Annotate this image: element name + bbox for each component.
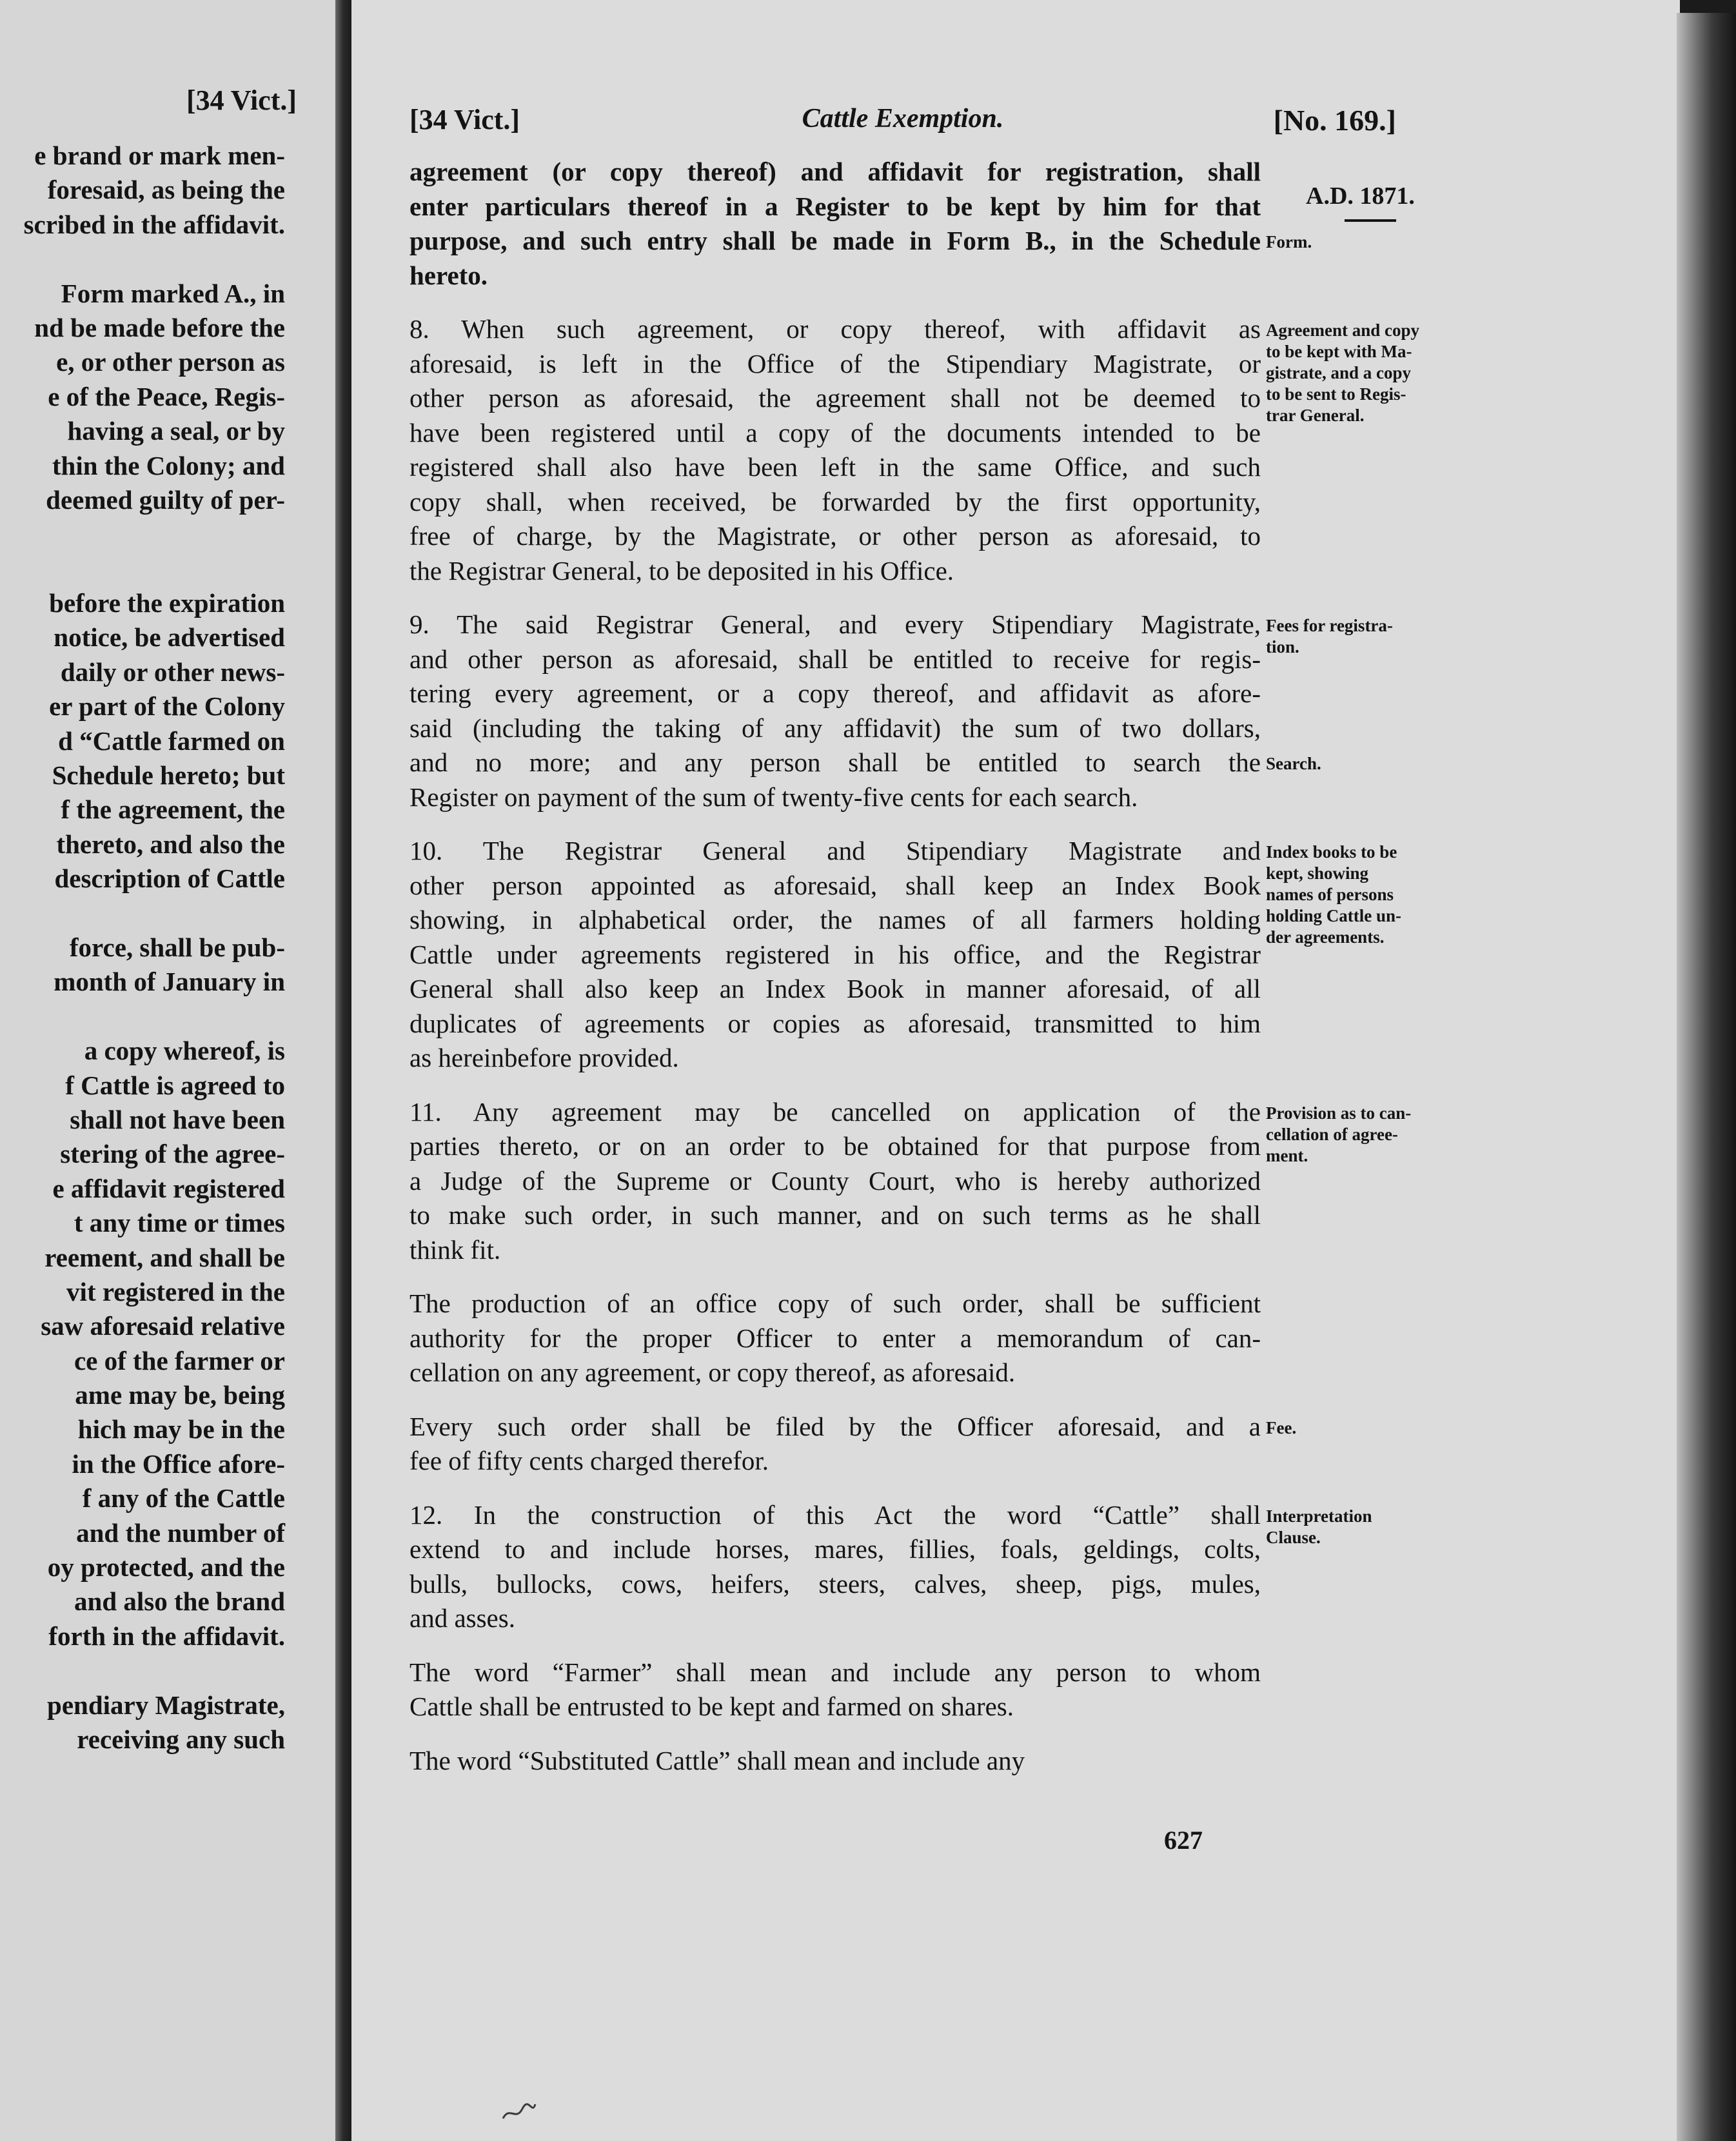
margin-note-line: Agreement and copy: [1266, 321, 1419, 340]
act-paragraph: [409, 1498, 1261, 1636]
paragraph-line: The production of an office copy of such order, shall be sufficient: [409, 1288, 1261, 1318]
left-page-line: Form marked A., in: [61, 278, 285, 308]
paragraph-line: 9. The said Registrar General, and every Stipendiary Magistrate,: [409, 609, 1261, 639]
header-act-number: [No. 169.]: [1273, 104, 1396, 137]
margin-note-line: Clause.: [1266, 1528, 1321, 1547]
margin-note-line: names of persons: [1266, 885, 1394, 904]
paragraph-line: 12. In the construction of this Act the word “Cattle” shall: [409, 1499, 1261, 1530]
left-page-line: and the number of: [76, 1517, 285, 1548]
margin-note: [1266, 753, 1459, 775]
paragraph-line: as hereinbefore provided.: [409, 1043, 679, 1072]
left-page-line: having a seal, or by: [67, 416, 285, 446]
margin-note: [1266, 842, 1459, 948]
margin-note: [1266, 1103, 1459, 1167]
margin-note-line: der agreements.: [1266, 927, 1385, 947]
paragraph-line: aforesaid, is left in the Office of the Stipendiary Magistrate, or: [409, 348, 1261, 379]
act-paragraph: [409, 155, 1261, 293]
left-page-line: scribed in the affidavit.: [23, 209, 285, 239]
margin-note-line: Provision as to can-: [1266, 1103, 1412, 1123]
paragraph-line: copy shall, when received, be forwarded by the first opportunity,: [409, 486, 1261, 517]
act-paragraph: [409, 607, 1261, 814]
paragraph-line: said (including the taking of any affidavit) the sum of two dollars,: [409, 713, 1261, 743]
left-page-line: [0, 1653, 285, 1688]
paragraph-line: 11. Any agreement may be cancelled on application of the: [409, 1096, 1261, 1127]
margin-note-line: to be sent to Regis-: [1266, 384, 1406, 404]
paragraph-line: hereto.: [409, 260, 488, 290]
left-page-line: f the agreement, the: [61, 794, 285, 825]
paragraph-line: authority for the proper Officer to enter a memorandum of can-: [409, 1323, 1261, 1353]
page-edge-shadow: [1677, 13, 1736, 2141]
margin-note-line: tion.: [1266, 637, 1299, 656]
paragraph-line: and asses.: [409, 1603, 515, 1633]
paragraph-line: free of charge, by the Magistrate, or other person as aforesaid, to: [409, 521, 1261, 551]
margin-note-line: kept, showing: [1266, 863, 1369, 883]
margin-note-line: cellation of agree-: [1266, 1125, 1398, 1144]
act-paragraph: [409, 1287, 1261, 1390]
left-page-line: notice, be advertised: [54, 622, 285, 653]
paragraph-line: Register on payment of the sum of twenty-five cents for each search.: [409, 782, 1138, 812]
ink-mark-icon: [500, 2099, 538, 2125]
margin-note: [1266, 232, 1459, 253]
margin-note-line: Index books to be: [1266, 842, 1397, 862]
left-page-line: a copy whereof, is: [84, 1036, 285, 1066]
paragraph-line: have been registered until a copy of the documents intended to be: [409, 417, 1261, 448]
left-page-line: hich may be in the: [77, 1414, 285, 1445]
left-page-line: e affidavit registered: [52, 1173, 285, 1203]
left-page-line: receiving any such: [77, 1724, 285, 1754]
paragraph-line: extend to and include horses, mares, fillies, foals, geldings, colts,: [409, 1534, 1261, 1564]
margin-note-line: holding Cattle un-: [1266, 906, 1402, 925]
left-page-line: [0, 896, 285, 931]
paragraph-line: the Registrar General, to be deposited in his Office.: [409, 555, 954, 586]
left-page-line: nd be made before the: [34, 312, 285, 342]
margin-note: [1266, 1417, 1459, 1439]
act-paragraph: [409, 1744, 1261, 1779]
left-page-line: pendiary Magistrate,: [47, 1690, 285, 1720]
margin-note-line: Interpretation: [1266, 1506, 1372, 1526]
paragraph-line: and other person as aforesaid, shall be entitled to receive for regis-: [409, 644, 1261, 674]
paragraph-line: and no more; and any person shall be entitled to search the: [409, 747, 1261, 777]
margin-note-line: Search.: [1266, 754, 1321, 773]
paragraph-line: a Judge of the Supreme or County Court, who is hereby authorized: [409, 1165, 1261, 1196]
left-page-line: deemed guilty of per-: [46, 484, 285, 515]
header-title: Cattle Exemption.: [802, 104, 1004, 133]
left-page-line: e of the Peace, Regis-: [48, 381, 285, 411]
paragraph-line: Every such order shall be filed by the Officer aforesaid, and a: [409, 1411, 1261, 1441]
left-page-line: ce of the farmer or: [74, 1345, 285, 1376]
year-rule-divider: [1345, 219, 1396, 222]
paragraph-line: other person appointed as aforesaid, shall keep an Index Book: [409, 870, 1261, 900]
paragraph-line: The word “Substituted Cattle” shall mean and include any: [409, 1745, 1025, 1775]
left-page-line: and also the brand: [74, 1586, 285, 1617]
left-page-line: forth in the affidavit.: [48, 1621, 285, 1651]
left-page-line: [0, 517, 285, 551]
margin-note-line: Fee.: [1266, 1418, 1297, 1437]
left-page-line: description of Cattle: [54, 863, 285, 894]
paragraph-line: The word “Farmer” shall mean and include any person to whom: [409, 1657, 1261, 1687]
left-page-line: e brand or mark men-: [34, 141, 285, 170]
left-page-line: shall not have been: [70, 1104, 285, 1134]
margin-note-line: to be kept with Ma-: [1266, 342, 1412, 361]
act-paragraph: [409, 1410, 1261, 1479]
paragraph-line: General shall also keep an Index Book in manner aforesaid, of all: [409, 974, 1261, 1003]
left-page-header: [34 Vict.]: [186, 84, 297, 116]
left-page-line: thin the Colony; and: [52, 450, 285, 480]
page-number: 627: [1164, 1826, 1203, 1855]
paragraph-line: registered shall also have been left in the same Office, and such: [409, 452, 1261, 482]
left-page-line: [0, 552, 285, 586]
left-page-line: before the expiration: [49, 588, 285, 618]
paragraph-line: Cattle shall be entrusted to be kept and farmed on shares.: [409, 1692, 1014, 1721]
year-margin-note: A.D. 1871.: [1306, 183, 1415, 210]
left-page-line: t any time or times: [74, 1208, 285, 1238]
paragraph-line: agreement (or copy thereof) and affidavit for registration, shall: [409, 157, 1261, 186]
left-page-line: month of January in: [54, 967, 285, 997]
margin-note-line: trar General.: [1266, 406, 1365, 425]
paragraph-line: showing, in alphabetical order, the names of all farmers holding: [409, 905, 1261, 934]
paragraph-line: tering every agreement, or a copy thereof, and affidavit as afore-: [409, 678, 1261, 708]
paragraph-line: cellation on any agreement, or copy thereof, as aforesaid.: [409, 1357, 1016, 1387]
paragraph-line: other person as aforesaid, the agreement shall not be deemed to: [409, 383, 1261, 413]
margin-note: [1266, 1506, 1459, 1548]
paragraph-line: parties thereto, or on an order to be obtained for that purpose from: [409, 1131, 1261, 1161]
paragraph-line: fee of fifty cents charged therefor.: [409, 1446, 769, 1475]
margin-note-line: ment.: [1266, 1146, 1308, 1165]
left-page-text: [0, 139, 285, 1757]
paragraph-line: 8. When such agreement, or copy thereof, with affidavit as: [409, 314, 1261, 344]
margin-note-line: Fees for registra-: [1266, 616, 1393, 635]
act-paragraph: [409, 834, 1261, 1076]
header-session: [34 Vict.]: [409, 104, 520, 135]
left-page-line: [0, 242, 285, 276]
left-page-line: stering of the agree-: [60, 1139, 285, 1169]
left-page-line: f any of the Cattle: [82, 1483, 285, 1514]
margin-note-line: gistrate, and a copy: [1266, 363, 1411, 382]
margin-note-line: Form.: [1266, 232, 1312, 252]
paragraph-line: bulls, bullocks, cows, heifers, steers, calves, sheep, pigs, mules,: [409, 1568, 1261, 1599]
margin-note: [1266, 615, 1459, 658]
paragraph-line: 10. The Registrar General and Stipendiary Magistrate and: [409, 836, 1261, 865]
act-paragraph: [409, 1655, 1261, 1724]
paragraph-line: enter particulars thereof in a Register to be kept by him for that: [409, 191, 1261, 221]
running-header: [409, 103, 1396, 142]
left-page-line: in the Office afore-: [72, 1448, 285, 1479]
left-page-line: [0, 1000, 285, 1034]
left-page-line: d “Cattle farmed on: [58, 725, 285, 756]
left-page-line: force, shall be pub-: [69, 932, 285, 962]
act-body: [409, 155, 1261, 1797]
left-page-line: foresaid, as being the: [47, 175, 285, 205]
left-page-line: f Cattle is agreed to: [65, 1070, 285, 1100]
margin-note: [1266, 320, 1459, 426]
left-page-line: reement, and shall be: [44, 1242, 285, 1272]
paragraph-line: duplicates of agreements or copies as aforesaid, transmitted to him: [409, 1008, 1261, 1038]
act-paragraph: [409, 1095, 1261, 1268]
paragraph-line: Cattle under agreements registered in his office, and the Registrar: [409, 939, 1261, 969]
left-page-line: oy protected, and the: [47, 1552, 285, 1583]
right-page: [351, 0, 1680, 2141]
left-page-line: thereto, and also the: [56, 829, 285, 859]
left-page-line: saw aforesaid relative: [41, 1311, 285, 1341]
left-page-line: daily or other news-: [60, 656, 285, 687]
paragraph-line: think fit.: [409, 1234, 501, 1265]
left-page-line: e, or other person as: [56, 347, 285, 377]
act-paragraph: [409, 312, 1261, 588]
paragraph-line: purpose, and such entry shall be made in Form B., in the Schedule: [409, 226, 1261, 255]
left-page-line: er part of the Colony: [49, 691, 285, 722]
left-page-line: ame may be, being: [75, 1380, 285, 1410]
left-page-line: vit registered in the: [66, 1276, 285, 1307]
paragraph-line: to make such order, in such manner, and on such terms as he shall: [409, 1200, 1261, 1230]
left-page-line: Schedule hereto; but: [52, 760, 285, 791]
left-facing-page: [0, 0, 335, 2141]
